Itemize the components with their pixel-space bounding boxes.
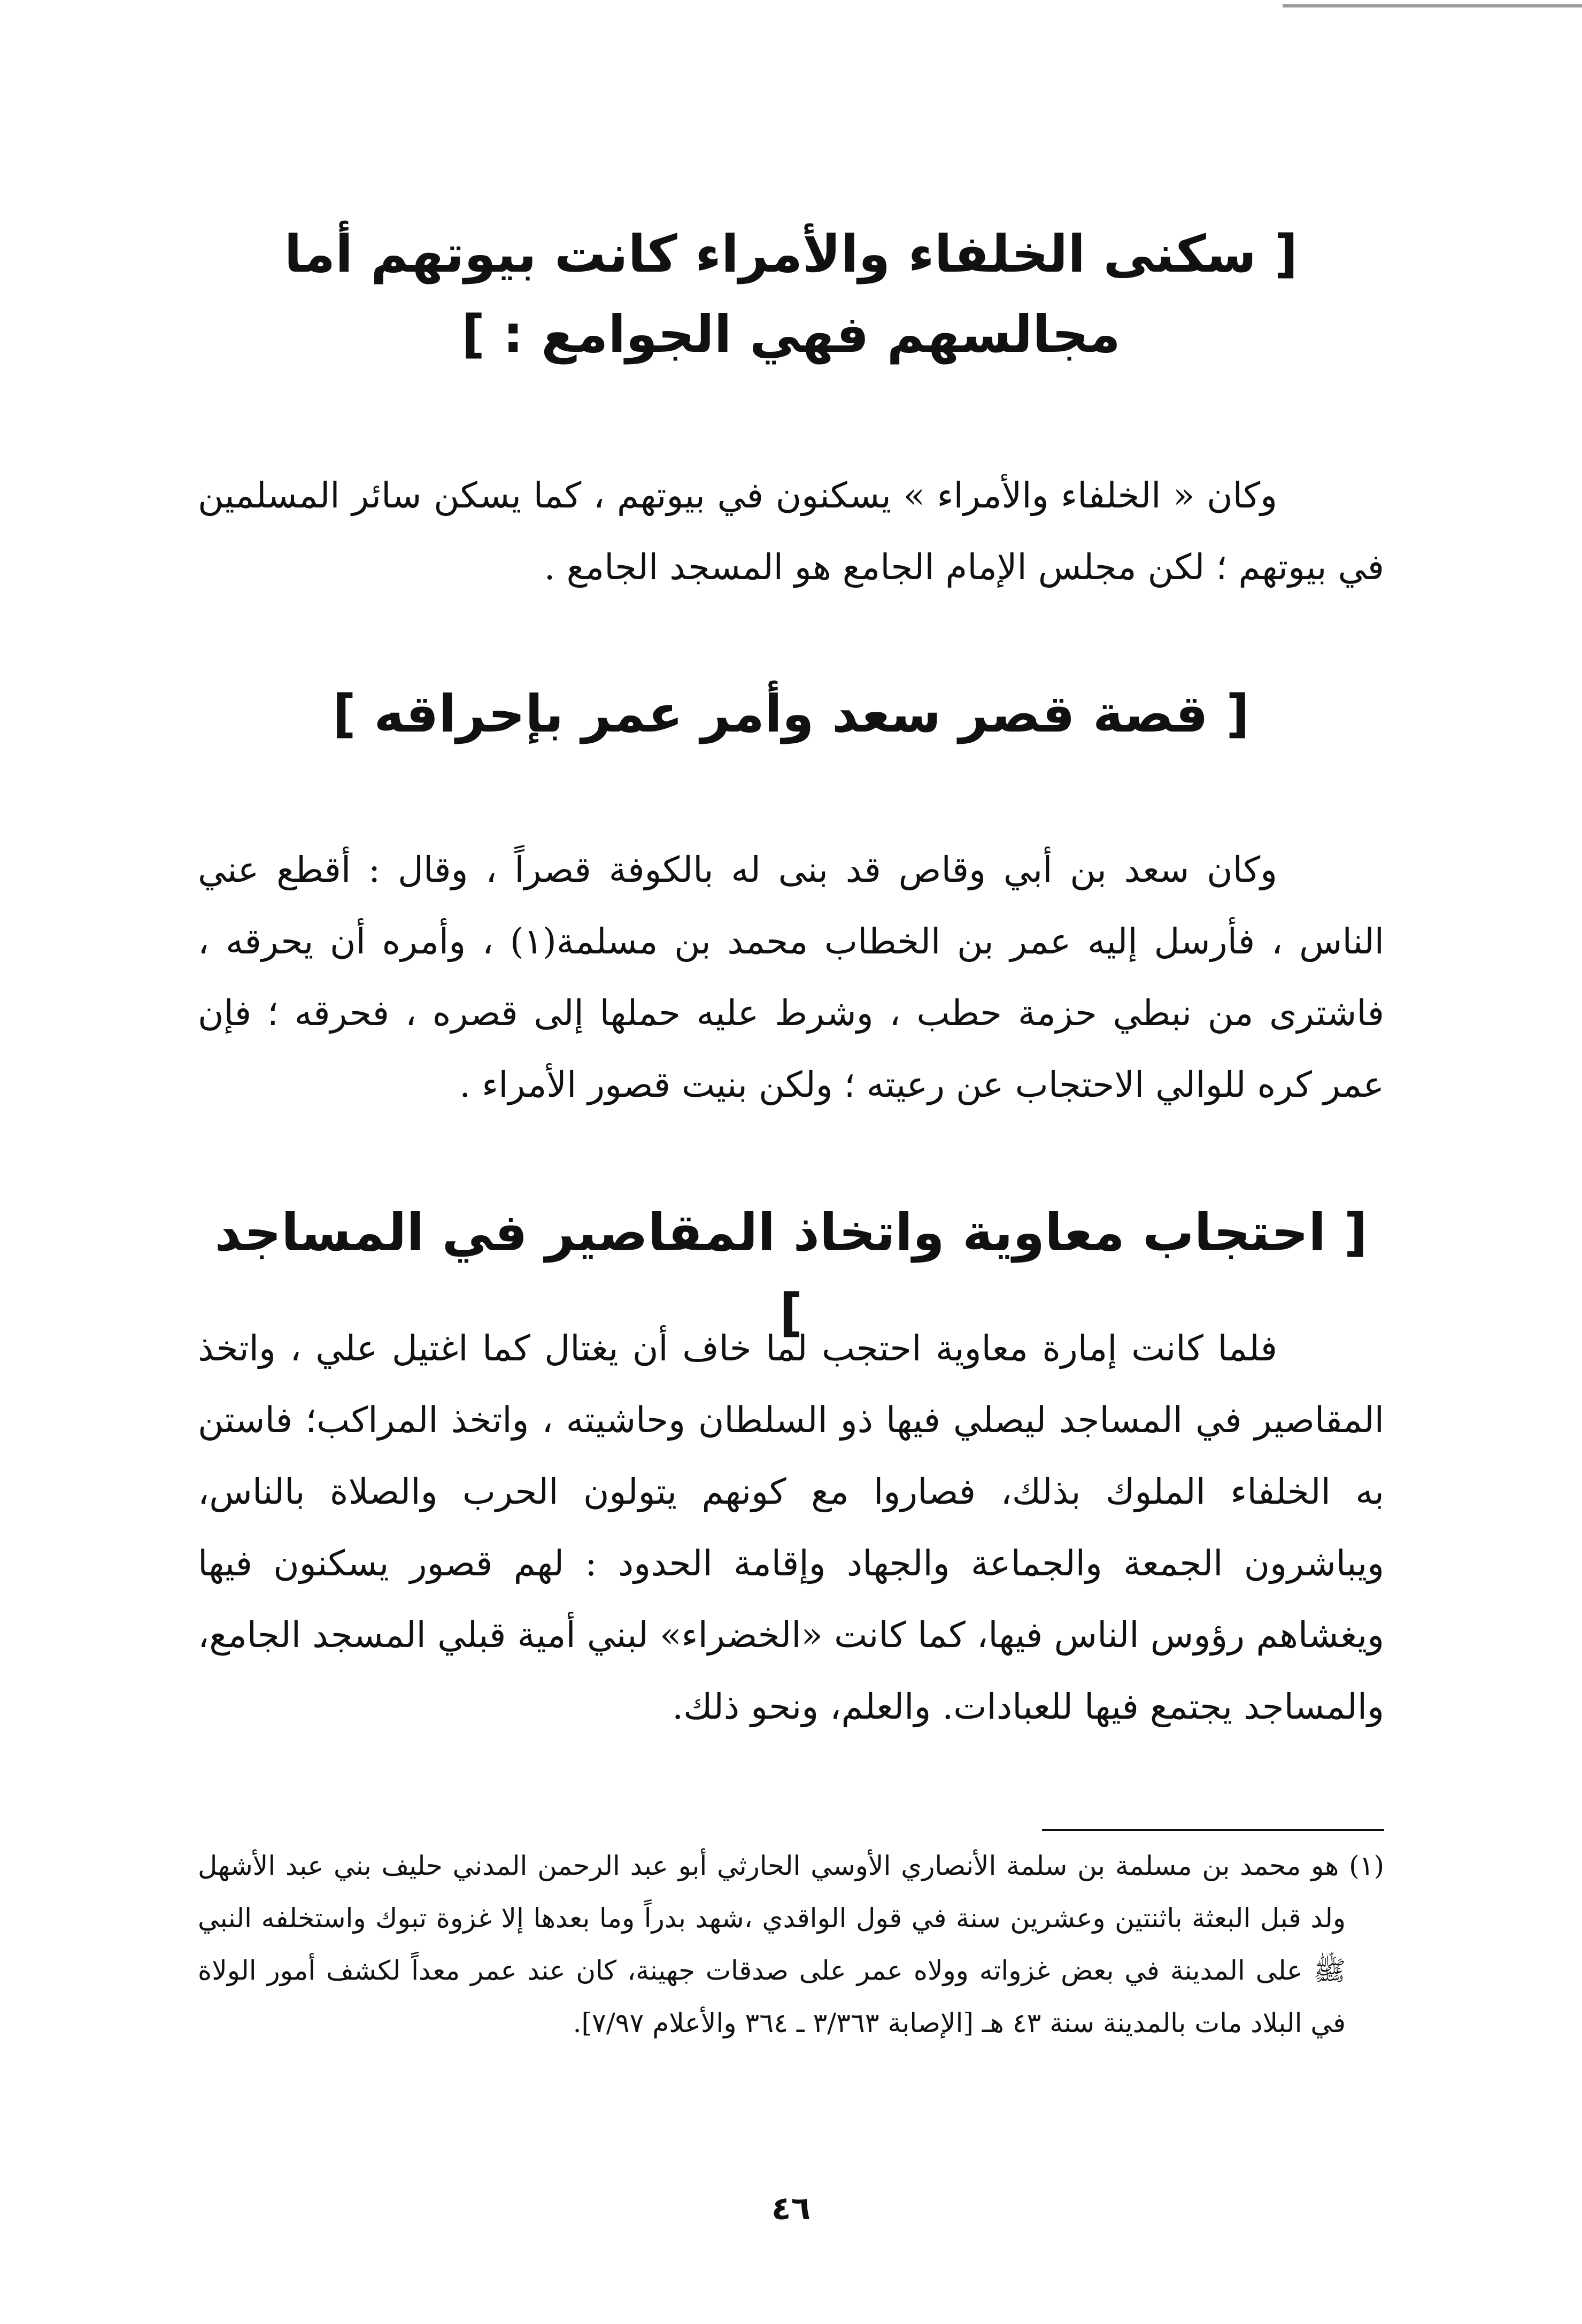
paragraph-block-3 bbox=[198, 1313, 1384, 1743]
footnote-separator bbox=[1042, 1829, 1384, 1831]
footnote-block bbox=[198, 1840, 1384, 2049]
paragraph-block-2 bbox=[198, 834, 1384, 1121]
paragraph-saad-palace: وكان سعد بن أبي وقاص قد بنى له بالكوفة قصراً ، وقال : أقطع عني الناس ، فأرسل إليه عمر بن الخطاب محمد بن مسلمة(١) ، وأمره أن يحرقه ، فاشترى من نبطي حزمة حطب ، وشرط عليه حملها إلى قصره ، فحرقه ؛ فإن عمر كره للوالي الاحتجاب عن رعيته ؛ ولكن بنيت قصور الأمراء . bbox=[198, 849, 1385, 1105]
section-heading-saad-palace: [ قصة قصر سعد وأمر عمر بإحراقه ] bbox=[333, 684, 1249, 744]
section-heading-block-2 bbox=[198, 674, 1384, 754]
section-heading-residence: [ سكنى الخلفاء والأمراء كانت بيوتهم أما مجالسهم فهي الجوامع : ] bbox=[284, 224, 1298, 364]
paragraph-residence: وكان « الخلفاء والأمراء » يسكنون في بيوتهم ، كما يسكن سائر المسلمين في بيوتهم ؛ لكن مجلس الإمام الجامع هو المسجد الجامع . bbox=[198, 475, 1384, 588]
page-number: ٤٦ bbox=[771, 2190, 811, 2227]
paragraph-block-1 bbox=[198, 460, 1384, 603]
paragraph-muawiya: فلما كانت إمارة معاوية احتجب لما خاف أن يغتال كما اغتيل علي ، واتخذ المقاصير في المساجد ليصلي فيها ذو السلطان وحاشيته ، واتخذ المراكب؛ فاستن به الخلفاء الملوك بذلك، فصاروا مع كونهم يتولون الحرب والصلاة بالناس، ويباشرون الجمعة والجماعة والجهاد وإقامة الحدود : لهم قصور يسكنون فيها ويغشاهم رؤوس الناس فيها، كما كانت «الخضراء» لبني أمية قبلي المسجد الجامع، والمساجد يجتمع فيها للعبادات. والعلم، ونحو ذلك. bbox=[198, 1328, 1384, 1727]
section-heading-muawiya: [ احتجاب معاوية واتخاذ المقاصير في المساجد ] bbox=[214, 1203, 1368, 1343]
section-heading-block-1 bbox=[198, 214, 1384, 374]
top-edge-rule bbox=[1283, 4, 1582, 7]
footnote-text: (١) هو محمد بن مسلمة بن سلمة الأنصاري الأوسي الحارثي أبو عبد الرحمن المدني حليف بني عبد الأشهل ولد قبل البعثة باثنتين وعشرين سنة في قول الواقدي ،شهد بدراً وما بعدها إلا غزوة تبوك واستخلفه النبي ﷺ على المدينة في بعض غزواته وولاه عمر على صدقات جهينة، كان عند عمر معداً لكشف أمور الولاة في البلاد مات بالمدينة سنة ٤٣ هـ [الإصابة ٣/٣٦٣ ـ ٣٦٤ والأعلام ٧/٩٧]. bbox=[198, 1850, 1384, 2038]
